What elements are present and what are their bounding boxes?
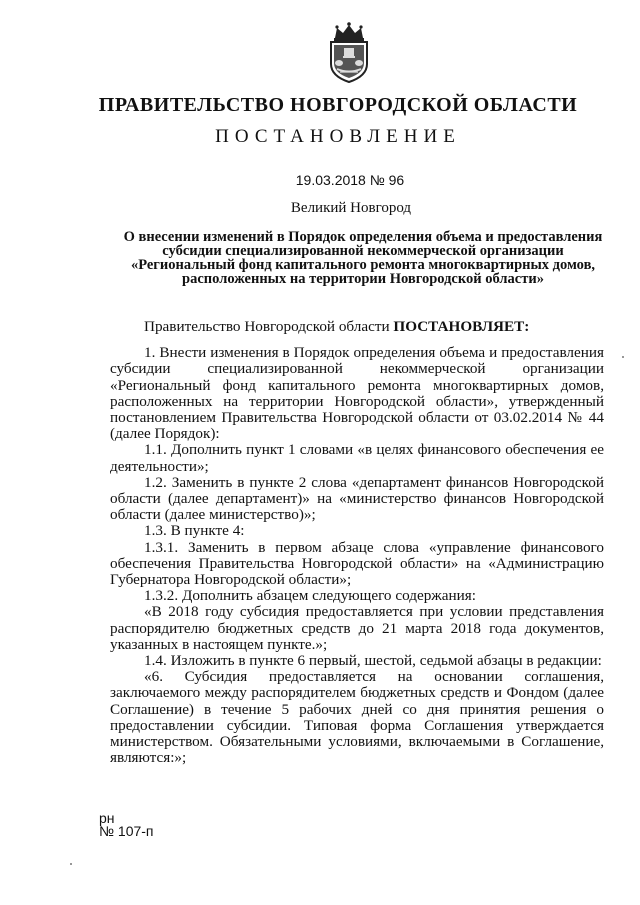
preamble-text: Правительство Новгородской области: [144, 318, 394, 335]
document-subject: О внесении изменений в Порядок определения объема и предоставления субсидии специализированной некоммерческой организации «Региональный фонд капитального ремонта многоквартирных домов, расположенных на территории Новгородской области»: [123, 229, 603, 287]
preamble-decree: ПОСТАНОВЛЯЕТ:: [393, 318, 530, 335]
preamble: [110, 319, 604, 335]
paragraph: 1.3. В пункте 4:: [144, 522, 245, 540]
government-title: ПРАВИТЕЛЬСТВО НОВГОРОДСКОЙ ОБЛАСТИ: [98, 94, 578, 116]
date-and-number: 19.03.2018 № 96: [295, 172, 405, 188]
city: Великий Новгород: [290, 200, 412, 216]
footer-reference: [99, 812, 154, 838]
scan-speck: [70, 863, 72, 865]
executor-initials: рн: [99, 810, 115, 826]
novgorod-coat-of-arms-icon: [323, 22, 375, 84]
document-type: ПОСТАНОВЛЕНИЕ: [215, 126, 461, 147]
document-body: [110, 319, 604, 766]
paragraph: «В 2018 году субсидия предоставляется при условии представления распорядителю бюджетных средств до 21 марта 2018 года документов, указанных в настоящем пункте.»;: [110, 603, 604, 653]
paragraph: 1.2. Заменить в пункте 2 слова «департамент финансов Новгородской области (далее департамент)» на «министерство финансов Новгородской области (далее министерство)»;: [110, 473, 604, 524]
registration-number: № 107-п: [99, 823, 154, 839]
paragraph: 1.3.2. Дополнить абзацем следующего содержания:: [144, 587, 476, 605]
paragraph: 1.4. Изложить в пункте 6 первый, шестой, седьмой абзацы в редакции:: [144, 652, 602, 670]
paragraph: 1. Внести изменения в Порядок определения объема и предоставления субсидии специализированной некоммерческой организации «Региональный фонд капитального ремонта многоквартирных домов, расположенных на территории Новгородской области», утвержденный постановлением Правительства Новгородской области от 03.02.2014 № 44 (далее Порядок):: [110, 344, 604, 443]
scan-speck: [622, 356, 624, 358]
paragraph: 1.1. Дополнить пункт 1 словами «в целях финансового обеспечения ее деятельности»;: [110, 441, 604, 475]
paragraph: «6. Субсидия предоставляется на основании соглашения, заключаемого между распорядителем бюджетных средств и Фондом (далее Соглашение) в течение 5 рабочих дней со дня принятия решения о предоставлении субсидии. Типовая форма Соглашения утверждается министерством. Обязательными условиями, включаемыми в Соглашение, являются:»;: [110, 668, 604, 767]
paragraph: 1.3.1. Заменить в первом абзаце слова «управление финансового обеспечения Правительства Новгородской области» на «Администрацию Губернатора Новгородской области»;: [110, 538, 604, 589]
